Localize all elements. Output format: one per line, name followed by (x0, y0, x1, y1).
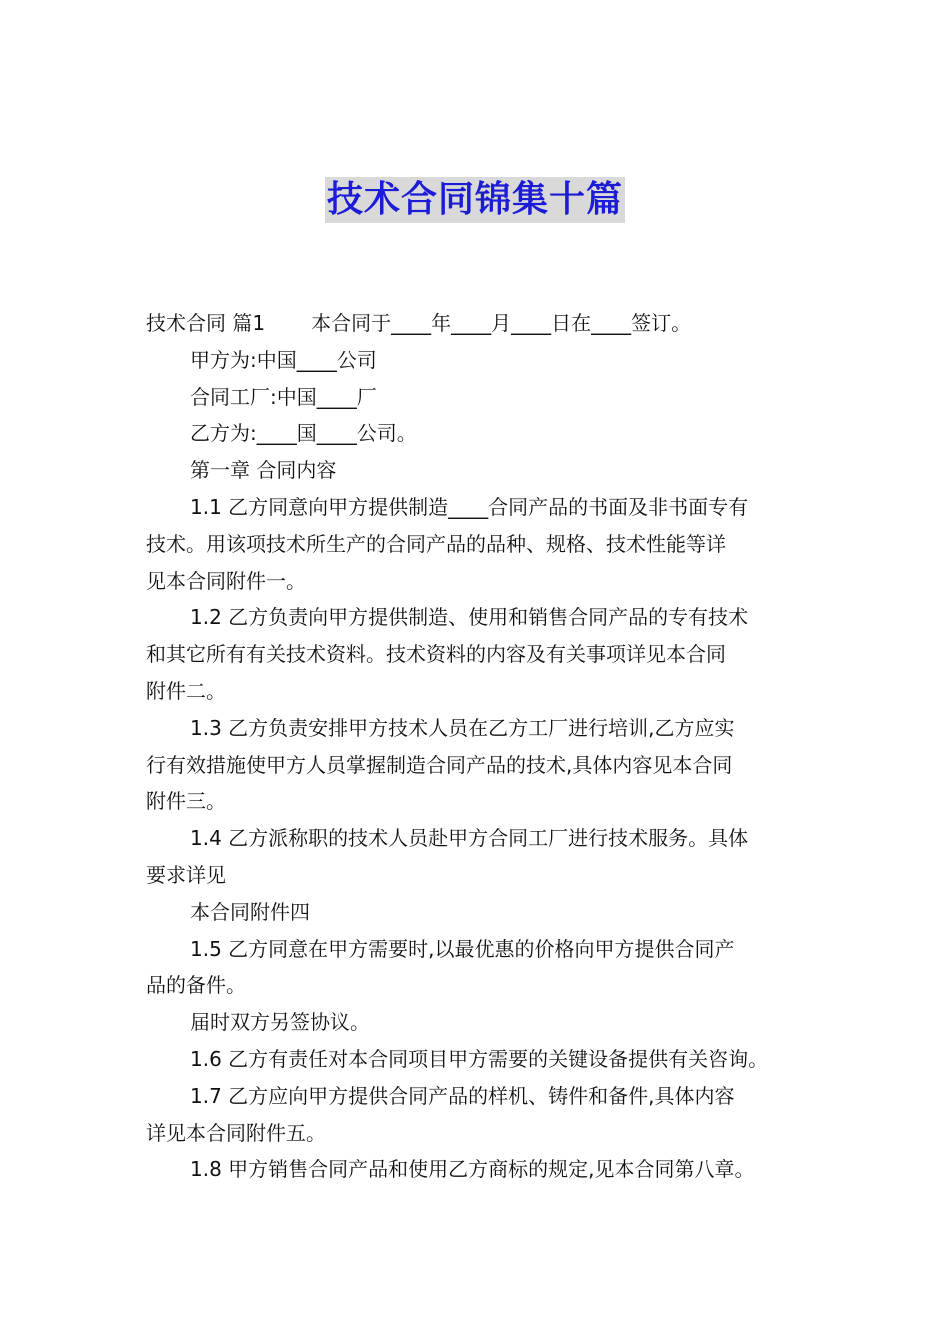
signing-statement: 本合同于____年____月____日在____签订。 (311, 311, 692, 335)
paragraph-line: 附件二。 (146, 678, 226, 703)
document-title-text: 技术合同锦集十篇 (325, 177, 625, 223)
paragraph-line: 和其它所有有关技术资料。技术资料的内容及有关事项详见本合同 (146, 642, 726, 667)
paragraph-line: 合同工厂:中国____厂 (190, 384, 377, 409)
paragraph-line: 1.3 乙方负责安排甲方技术人员在乙方工厂进行培训,乙方应实 (190, 715, 735, 740)
paragraph-line: 1.2 乙方负责向甲方提供制造、使用和销售合同产品的专有技术 (190, 605, 749, 630)
document-body (146, 305, 810, 1188)
paragraph-line: 1.5 乙方同意在甲方需要时,以最优惠的价格向甲方提供合同产 (190, 936, 735, 961)
contract-opening-line (146, 305, 810, 342)
paragraph-line: 附件三。 (146, 789, 226, 814)
paragraph-line: 行有效措施使甲方人员掌握制造合同产品的技术,具体内容见本合同 (146, 752, 733, 777)
paragraph-line: 1.4 乙方派称职的技术人员赴甲方合同工厂进行技术服务。具体 (190, 826, 749, 851)
paragraph-line: 详见本合同附件五。 (146, 1120, 326, 1145)
paragraph-line: 1.1 乙方同意向甲方提供制造____合同产品的书面及非书面专有 (190, 494, 749, 519)
document-title (0, 176, 950, 224)
paragraph-line: 1.8 甲方销售合同产品和使用乙方商标的规定,见本合同第八章。 (190, 1157, 755, 1182)
paragraph-line: 本合同附件四 (190, 899, 310, 924)
paragraph-line: 甲方为:中国____公司 (190, 347, 377, 372)
paragraph-line: 届时双方另签协议。 (190, 1010, 370, 1035)
section-label: 技术合同 篇1 (146, 311, 266, 335)
chapter-heading: 第一章 合同内容 (190, 458, 337, 483)
paragraph-line: 品的备件。 (146, 973, 246, 998)
paragraph-line: 1.7 乙方应向甲方提供合同产品的样机、铸件和备件,具体内容 (190, 1083, 735, 1108)
paragraph-line: 乙方为:____国____公司。 (190, 421, 417, 446)
paragraph-line: 1.6 乙方有责任对本合同项目甲方需要的关键设备提供有关咨询。 (190, 1046, 769, 1071)
paragraph-line: 要求详见 (146, 862, 226, 887)
paragraph-line: 见本合同附件一。 (146, 568, 306, 593)
paragraph-line: 技术。用该项技术所生产的合同产品的品种、规格、技术性能等详 (146, 531, 726, 556)
